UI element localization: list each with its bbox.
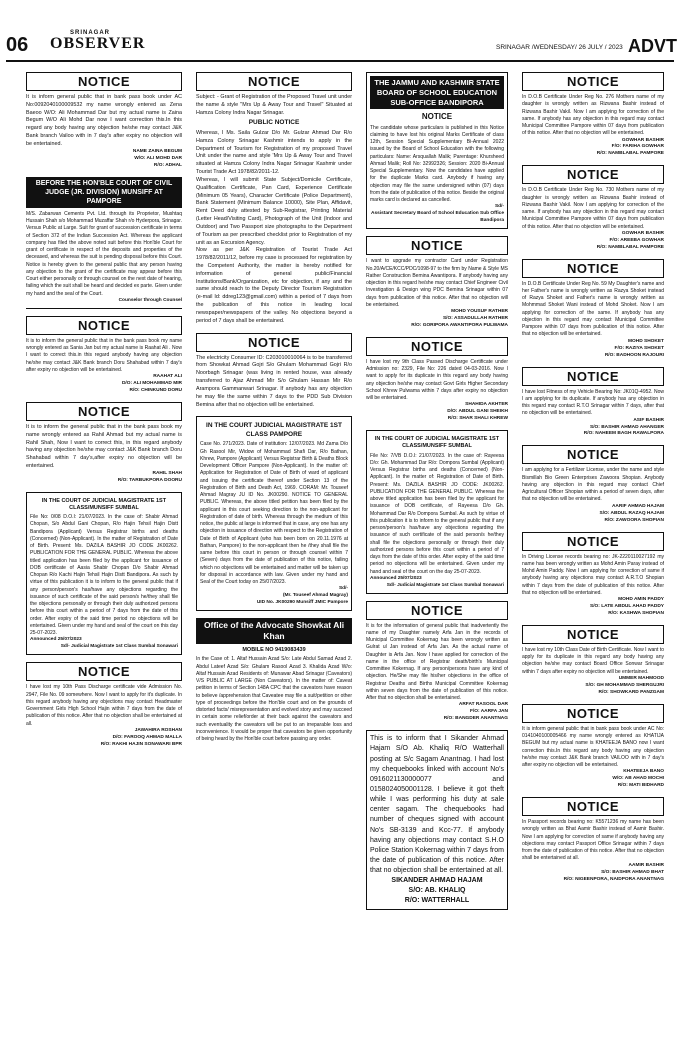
notice-signature: AARIF AHMAD HAJAM [611,503,664,509]
notice-signature: UMMER MAHMOOD [618,675,664,681]
court-title: IN THE COURT JUDICIAL MAGISTRATE 1ST CLASS PAMPORE [206,422,342,438]
notice-signature: W/O: AB AHAD MOCHI [612,776,664,782]
notice-passport-name [522,797,664,883]
notice-body: In D.O.B Certificate Under Reg No. 730 Mothers name of my daughter is wrongly written as Rizwana Bashir instead of Rizwana Bashir Vakil. Now I am applying for correction of the same. If anybody has any objection in this regard may contact Municipal Committee Pampore within 07 days from publication of this notice. After that no objection will be entertained. [522,187,664,230]
court-body: File No: 7/VB D.O.I: 21/07/2023. In the case of: Rayeesa D/o: Gh. Mohammad Dar R/o: Dompora Sumbal (Applicant) Versus Registrar births and deaths (Concerned) (Non-Applicant). In the matter of: Registration of Date of Birth. Present: Ms. DAZILA BASHIR JO CODE: JK00262. PUBLICATION FOR THE GENERAL PUBLIC. Whereas the above titled application has been filed by the applicant for issuance of DOB certificate, of Rayeesa D/o Gh. Mohammad Dar R/o Dompora Sumbal. As such by virtue of this publication it is to inform to the general public that if any person/person's has/have any objections regarding the issuance of such certificate of the said person/s he/they shall file the objections personally or through their duly authorized persons before this court within a period of 7 days from the date of this order. After expiry of the said time period no objections will be entertained. Given under my hand and seal of the court on the day 25-07-2023. [370,452,504,575]
notice-signature: R/O: WATTERHALL [404,896,470,904]
divider [26,308,182,309]
notice-signature: MOHD AMIN PADDY [618,597,664,603]
notice-body: Whereas, I Ms. Saila Gulzar D/o Mr. Gulzar Ahmad Dar R/o Hamza Colony Srinagar Kashmir intends to apply in the Department of Tourism for Registration of my proposed Travel Unit under the name and style 'Mrs Up & Away Tour and Travel situated at Hamza Colony Indra Nagar Srinagar Kashmir under Tourist Trade Act 1978/82/2011-12. [196,129,352,176]
notice-signature: R/O: NAMBLABAL PAMPORE [596,244,664,250]
notice-signature: S/O: GH MOHAMMAD SHERGUJRI [585,682,664,688]
notice-signature: R/O: ADHAL [153,162,182,168]
board-signature: Sd/- [494,204,504,210]
notice-heading: NOTICE [522,367,664,386]
notice-signature: RAAHAT ALI [153,374,182,380]
notice-signature: D/O: FAROOQ AHMAD MALLA [112,734,182,740]
notice-signature: S/O: ASSADULLAH RATHER [442,315,508,321]
notice-heading: NOTICE [26,402,182,421]
notice-body: I have lost my 9th Class Passed Discharge Certificate under Admission no: 2329, File No: 226 dated 04-03-2016. Now I want to apply for its duplicate in this regard any body having any objection he/she may contact Govt Girls Higher Secondary School Khrew Pulwama within 7 days after expiry no objection will be entertained. [366,358,508,402]
notice-signature: MOHD SHOKET [628,338,664,344]
dateline: SRINAGAR /WEDNESDAY/ 26 JULY / 2023 [496,44,623,51]
notice-body: I have lost my 10th Class Date of Birth Certificate. Now I want to apply for its duplicate in this regard any body having any objection he/she may contact Board Office Sonwar Srinagar within 7 days after expiry no objection will be entertained. [522,646,665,675]
notice-heading: NOTICE [196,72,352,91]
logo-small-text: SRINAGAR [70,30,111,36]
notice-signature: RAHIL SHAH [152,470,182,476]
notice-signature: R/O: SHOWKARD PANZGAM [598,689,664,695]
notice-fertilizer-license [522,445,664,524]
notice-heading: NOTICE [366,236,508,255]
notice-lost-9th-certificate [366,337,508,423]
court-signature: UID No. JK00290 Munsiff JMIC Pampore [256,600,348,606]
notice-subject: Subject: - Grant of Registration of the Proposed Travel unit under the name & style "Mrs Up & Away Tour and Travel" Situated at Hamza Colony Indra Nagar Srinagar. [196,94,352,116]
masthead-rule [6,60,674,62]
notice-signature: R/O: NIGEENPORA, NAIDPORA ANANTNAG [563,876,664,882]
notice-heading: NOTICE [522,532,664,551]
notice-body: It is to inform the general public that in the bank pass book my name wrongly entered as Rahil Ahmad but my actual name is Rahil Shah, Now I want to correct this, in this regard anybody having any objection he/she may contact J&K Bank branch Doru Shahabad within 7 day's,after expiry no objection will be entertained. [26,424,182,470]
notice-signature: ARFAT RASOOL DAR [458,702,508,708]
notice-dob-correction-raziya [522,259,664,360]
notice-signature: F/O: AREEBA GOWHAR [609,237,664,243]
court-notice-pampore-civil [26,177,182,309]
notice-heading: NOTICE [366,601,508,620]
notice-body: This is to inform that I Sikander Ahmad Hajam S/O Ab. Khaliq R/O Watterhall posting at S/c Sagam Anantnag. I had lost my chequebooks linked with account No's 0916021130000077 and 0158024050001128. I believe it got theft while I was performing his duty at sale center sagam. The chequebooks had number of cheques signed with account No's SB-3139 and Kcc-77. If anybody having any objections may contact S.H.O Police Station Kokernag within 7 days from the date of publication of this notice. After that no objection shall be entertained at all. [370,735,504,875]
notice-signature: SHAHIDA AKHTER [465,402,508,408]
notice-signature: JAWAHIRA ROSHAN [134,727,182,733]
notice-bank-name-raahat [26,316,182,395]
newspaper-logo [50,30,146,53]
notice-signature: F/O: FARIHA GOWHAR [611,144,664,150]
notice-signature: D/O: ABDUL GANI SHEIKH [447,409,508,415]
notice-signature: R/O: KASHWA SHOPIAN [608,610,664,616]
board-body: The candidate whose particulars is published in this Notice claiming to have lost his original Marks Certificate of class 12th, Session Special Supplementary Bi-Annual 2022 issued by the Board of School Education with the following particulars: Name: Arsquallah Malik; Parentage: Khursheed Ahmad Malik; Roll No: 32992326; Session: 2020 Bi-Annual Special Supplementary. Now the candidates have applied for the duplicate Marks card. Anybody if having any objection may file the same undersigned within (07) days from the date of publication of this notice. Beside the original marks card is declared as cancelled. [370,124,504,204]
notice-signature: GOWHAR BASHIR [621,137,664,143]
masthead [0,0,680,62]
page-number: 06 [6,34,29,56]
notice-body: I want to upgrade my contractor Card under Registration No.20/A/CE/KCC/PDC/1098-97 to the firm by Name & Style MS Rather Construction Bemina Awantipora. If anybody having any objection in this regard he/she may contact Chief Engineer Civil Investigation & Design wing PDC Bemina Srinagar within 07 days from publication of this notice. After that no objection will be entertained. [366,258,508,308]
notice-signature: SIKANDER AHMAD HAJAM [391,877,483,885]
court-body: Case No. 271/2023. Date of institution: 12/07/2023. Md Zama D/o Gh Rasool Mir, Widow of Mohammad Shafi Dar, R/o Bathan, Khrew, Pampore (Applicant) Versus Registrar Birth & Deaths Block Development Officer Pampore (Non-Applicant). In the matter of: Application for Registration of Date of Birth of ward of applicant and issuing the certificate thereof under Section 13 of the Registration of Birth and Death Act, 1969. CORAM: Mr. Touseef Ahmad Magray JU ID No. JK00290. NOTICE TO GENERAL PUBLIC. Whereas, the above titled petition has been filed by the applicant in this court seeking direction to the non-applicant for Registration of date of birth. Whereas through the medium of this notice, the public at large is informed that in case, any one has any objection in issuance of direction with respect to the Registration of Date of Birth of Applicant (who has been born on 20.11.1976 at Bathan, Pampore) to the non-applicant then he /they shall file the same before this court in person or through counsel within 7 (Seven) days from the date of publication of this notice, failing which no objections will be entertained and matter will be taken up for disposal in accordance with law. Given under my hand and Seal of the Court today on 25/07/2023. [200,441,348,586]
notice-signature: ASIF BASHIR [633,417,664,423]
court-signature: Sd/- Judicial Magistrate 1st Class Sumbal Sonawari [60,644,178,650]
column-4 [522,72,664,890]
notice-electricity-transfer [196,333,352,410]
notice-body: It is for the information of general public that inadvertently the name of my Daughter namely Arfa Jan in the records of Municipal Committee Kokernag has been wrongly written as Gulrat ul Jan instead of Arfa Jan. As the actual name of Daughter is Arfa Jan. Now I have applied for correction of the name in the office of Registrar death/birth's Municipal Committee Kokernag. If any person/persons have any kind of objection. He/She may file his/her objections in the office of Registrar Deaths and Births Municipal Committee Kokernag within seven days from the date of publication of this notice. After that no objection shall be entertained. [366,622,508,702]
notice-heading: NOTICE [366,337,508,356]
column-3 [366,72,508,917]
notice-lost-chequebooks [366,730,508,909]
board-heading: THE JAMMU AND KASHMIR STATE BOARD OF SCHOOL EDUCATION SUB-OFFICE BANDIPORA [370,76,504,109]
notice-signature: F/O: AARFA JAN [469,709,508,715]
advocate-mobile: MOBILE NO 9419083439 [242,647,306,654]
notice-heading: NOTICE [522,259,664,278]
court-title: IN THE COURT OF JUDICIAL MAGISTRATE 1ST CLASS/MUNSIFF SUMBAL [41,497,167,512]
notice-body: The electricity Consumer ID: C203010010064 is to be transferred from Showkat Ahmad Gojri S/o Ghulam Mohammad Gojri R/o Noorbagh Srinagar (was living in rented house, was already transferred to Ajaz Ahmad Mir S/o Ghulam Hassan Mir R/o Arampora Gammanwari Srinagar. If anybody has any objection he may file the same within 7 days to the PDD Sub Division Bemina after that no objection will be entertained. [196,354,352,408]
notice-heading: NOTICE [522,72,664,91]
notice-lost-10th-dob [522,625,664,697]
notice-signature: R/O: ZAWOORA SHOPIAN [604,517,664,523]
public-notice-title: PUBLIC NOTICE [248,119,300,127]
notice-driving-license [522,532,664,618]
school-board-notice [366,72,508,229]
notice-signature: NAME ZAINA BEGUM [132,148,182,154]
board-notice-title: NOTICE [421,112,453,122]
court-body: M/S. Zabarwan Cements Pvt. Ltd. through its Proprietor, Mushtaq Hussain Shah s/o Mohammad Muzaffar Shah r/o Hyderpora, Srinagar. Versus Public at Large. Suit for grant of succession certificate in terms of Section 372 of the Indian Succession Act. Whereas the applicant company has filed the above noted suit before this Hon'ble Court for grant of certificate in respect of the deposits and properties of the deceased, and whereas the suit is pending disposal before this Court. Notice is hereby given to the general public that any person having any objection to the grant of the certificate may appear before this Court either personally or through counsel on the next date of hearing, failing which the suit shall be heard and decided ex parte. Given under my hand and the seal of the Court. [26,210,182,297]
notice-body: I am applying for a Fertilizer License, under the name and style Bismillah Bio Green Enterprises Zawoora Shopian. Anybody having any objection in this regard may contact Chief Agricultural Officer Shopian within a period of seven days, after that no objection will be entertained. [522,467,664,503]
notice-signature: W/O: ALI MOHD DAR [134,155,182,161]
court-signature: Counselor through Counsel [118,297,182,303]
court-notice-sumbal-rayeesa [366,430,508,593]
column-2 [196,72,352,750]
notice-signature: KHATEEJA BANO [623,769,664,775]
notice-signature: D/O: ALI MOHAMMAD MIR [121,381,182,387]
notice-signature: R/O: MATI BIDHARD [617,783,664,789]
notice-heading: NOTICE [522,165,664,184]
notice-signature: R/O: GORIPORA AWANTIPORA PULWAMA [411,322,508,328]
notice-signature: R/O: NAMBLABAL PAMPORE [596,151,664,157]
advocate-caveat-notice [196,618,352,743]
notice-name-correction-arfa [366,601,508,724]
notice-heading: NOTICE [26,662,182,681]
notice-signature: S/O: BASHIR AHMAD BHAT [601,869,664,875]
notice-body: I have lost my 10th Pass Discharge certificate vide Admission No. 2947, File No. 09 somewhere. Now I want to apply for it's duplicate. In this regard anybody having any objections may contact Headmaster Government Girls High School Hajin within 7 days from the date of publication of this notice. After that no objection shall be entertained at all. [26,684,182,727]
section-label: ADVT [628,36,677,56]
notice-signature: R/O: BADHOON RAJOURI [604,352,664,358]
notice-body: In D.O.B Certificate Under Reg No. 276 Mothers name of my daughter is wrongly written as Rizwana Bashir instead of Rizwana Bashir Vakil. Now I am applying for correction of the same. If anybody has any objection in this regard may contact Municipal Committee Pampore within 07 days from publication of this notice. After that no objection will be entertained. [522,94,664,137]
notice-dob-correction-fariha [522,72,664,158]
notice-signature: R/O: TARBUKPORA DOORU [117,477,182,483]
notice-signature: R/O: NAHEEM BAGH RAWALPORA [583,431,664,437]
advocate-heading: Office of the Advocate Showkat Ali Khan [196,618,352,644]
notice-signature: MOHD YOUSUF RATHER [451,309,508,314]
notice-signature: R/O: SHAR SHALI KHREW [447,416,508,422]
notice-body: In Passport records bearing no: K5571236 my name has been wrongly written as Bhat Aamir Bashir instead of Aamir Bashir. Now I am applying for correction of same if anybody having any objections may contact Passport Office Srinagar within 7 days from the date of publication of this notice. After that no objection shall be entertained at all. [522,819,664,862]
notice-travel-unit-registration [196,72,352,326]
notice-signature: R/O: RAKHI HAJIN SONAWARI BPR [100,741,182,747]
court-signature: Sd/- Judicial Magistrate 1st Class Sumbal Sonawari [386,582,504,588]
court-announced: Announced 25/07/2023 [30,637,82,643]
court-title: IN THE COURT OF JUDICIAL MAGISTRATE 1ST CLASS/MUNSIFF SUMBAL [374,436,500,450]
notice-heading: NOTICE [26,316,182,335]
logo-big-text: OBSERVER [50,35,146,52]
notice-contractor-card [366,236,508,330]
notice-signature: S/O: LATE ABDUL AHAD PADDY [590,604,664,609]
notice-signature: S/O: ABDUL RAZAQ HAJAM [599,510,664,516]
notice-body: I have lost Fitness of my Vehicle Bearing No: JK01Q-4952. Now I am applying for its duplicate. If anybody has any objection in this regard may contact R.T.O Srinagar within 7 days, after that no objection will be entertained. [522,388,664,417]
notice-bank-name-rahil [26,402,182,485]
court-signature: Sd/- [338,586,348,592]
notice-heading: NOTICE [522,704,664,723]
notice-lost-certificate-jawahira [26,662,182,748]
notice-body: In Driving License records bearing no: JK-2220110027192 my name has been wrongly written as Mohd Amin Paray instead of Mohd Amin Paddy. Now I am applying for correction of same if anybody having any objections may contact A.R.T.O Shopian within 7 days from the date of publication of this notice. After that no objection will be entertained. [522,553,664,596]
notice-signature: F/O: RAZIYA SHOKET [614,345,664,351]
notice-heading: NOTICE [522,445,664,464]
court-notice-pampore-jmic [196,416,352,611]
court-announced: Announced 25/07/2023 [370,575,422,581]
notice-signature: S/O: BASHIR AHMAD AHANGER [590,424,664,430]
notice-dob-correction-areeba [522,165,664,251]
notice-body: It is inform general public that in bank pass book under AC No:0092040100009532 my name wrongly entered as Zena Baeoo W/O: Ali Mohammad Dar but my actual name is Zaina Begum W/O Ali Mohd Dar now I want correction this.In this regard any body having any objection he/she may contact J&K Bank branch Vailoo with in 7 day's after expiry no objection will be entertained. [26,94,182,147]
notice-heading: NOTICE [196,333,352,352]
notice-signature: AAMIR BASHIR [628,862,664,868]
notice-heading: NOTICE [522,625,664,644]
notice-bank-name-zaina [26,72,182,170]
column-1 [26,72,182,756]
notice-signature: R/O: BANGDER ANANTNAG [443,716,508,722]
notice-heading: NOTICE [26,72,182,91]
notice-body: Now as per J&K Registration of Tourist Trade Act 1978/82/2011/12, before my case is processed for registration by the Competent Authority, the matter is hereby notified for information of general public/Financial Institutions/Bank/Organization, etc for objection, if any and the same should reach to the Deputy Director Tourism Registration (e-mail Id: ddreg123@gmail.com) within a period of 7 days from the publication of this notice in leading local newspaper/newspapers of the valley. No objections beyond a period of 7 days shall be entertained. [196,247,352,324]
court-notice-sumbal-chopan [26,492,182,655]
notice-heading: NOTICE [522,797,664,816]
notice-body: It is inform general public that in bank pass book under AC No: 0141040100005466 my name wrongly entered as KHATIJA BEGUM but my actual name is KHATEEJA BANO now I want correction this.In this regard any body having any objection he/she may contact J&K Bank branch VAILOO with in 7 day's after expiry no objection will be entertained. [522,725,664,769]
caveat-body: In the Case of: 1. Altaf Hussain Azad S/o: Late Abdul Samad Azad 2. Abdul Lateef Azad S/o: Ghulam Rasool Azad 3. Khalida Azad W/o: Altaf Hussain Azad Residents of: Munawar Abad Srinagar (Caveators) V/S PUBLIC AT LARGE (Non Caveators). In the matter of: Caveat petition in terms of Section 148A CPC that the caveators have reason to believe /apprehension that Caveatee may file a suit/petition or other type of proceedings before the Hon'ble court and on the grounds of distorted facts/ misrepresentation and evolved story and may succeed in certain some relief/order at their back against the caveators and such eventuality the caveators will be put to an irreparable loss and inconvenience. It would be proper that caveators be given opportunity of being heard by the Hon'ble court before passing any order. [196,656,352,743]
board-signature: Assistant Secretary Board of School Education Sub Office Bandipora [370,211,504,224]
notice-signature: R/O: CHINKUND DORU [129,388,182,394]
notice-signature: S/O: AB. KHALIQ [408,887,466,895]
notice-body: In D.O.B Certificate Under Reg No. 59 My Daughter's name and her Father's name is wrongly written as Razya Shoket instead of Razya Shoket and Father's name is wrongly written as Mohmmad Shoket Wani instead of Mohd Shoket. Now I am applying for correction of the same. If anybody has any objection in this regard may contact Municipal Committee Pampore within 07 days from publication of this notice. After that no objection will be entertained. [522,280,664,338]
notice-bank-name-khateeja [522,704,664,790]
notice-body: Whereas, I will submit State Subject/Domicile Certificate, Qualification Certificate, Pan Card, Experience Certificate (Minimum 05 Years), Character Certificate (Police Department), Bank Statement (Minimum Balance 10000), Site Plan, Affidavit, Rent Deed duly attested by Sub-Registrar, Printing Material (Letter Head/Visiting Card), Photograph of the Unit (Indoor and Outdoor) and Two Passport size photographs to the Department of Tourism as per prescribed checklist prior to Registration of my unit as an Excursion Agency. [196,176,352,246]
court-heading: BEFORE THE HON'BLE COURT OF CIVIL JUDGE (JR. DIVISION) MUNSIFF AT PAMPORE [26,177,182,208]
court-body: File No: 0/08 D.O.I: 21/07/2023. In the case of: Shabir Ahmad Chopan, S/o Abdul Gani Chopan, R/o Hajin Tehsil Hajin Distt Bandipora (Applicant) Versus Registrar births and deaths (Concerned) (Non-Applicant). In the matter of Registration of Date of Birth. Present: Ms. DAZILA BASHIR JO CODE JK00262. PUBLICATION FOR THE GENERAL PUBLIC. Whereas the above titled application has been filed by the applicant for issuance of DOB certificate of Aasia Shabir Chopan D/o Shabir Ahmad Chopan R/o Kachi Hajin Tehsil Hajin Distt Bandipora. As such by virtue of this publication it is to inform to the general public that if any person/person's has/have any objections regarding the issuance of such certificate of the said person/s he/they shall file the objections personally or through their duly authorized persons before this court within a period of 7 days from the date of this order. After expiry of the said time period no objections will be entertained. Given under my hand and seal of the court on this day 25-07-2023. [30,514,178,637]
notice-body: It is to inform the general public that in the bank pass book my name wrongly entered as Sania Jan but my actual name is Raahat Ali . Now I want to correct this.in this regard anybody having any objection he/she may contact J&K Bank branch Doru Shahabad within 7 day's after expiry no objection will be entertained. [26,337,182,373]
notice-signature: GOWHAR BASHIR [621,230,664,236]
notice-vehicle-fitness [522,367,664,439]
court-signature: (Mr. Touseef Ahmad Magray) [282,593,348,599]
